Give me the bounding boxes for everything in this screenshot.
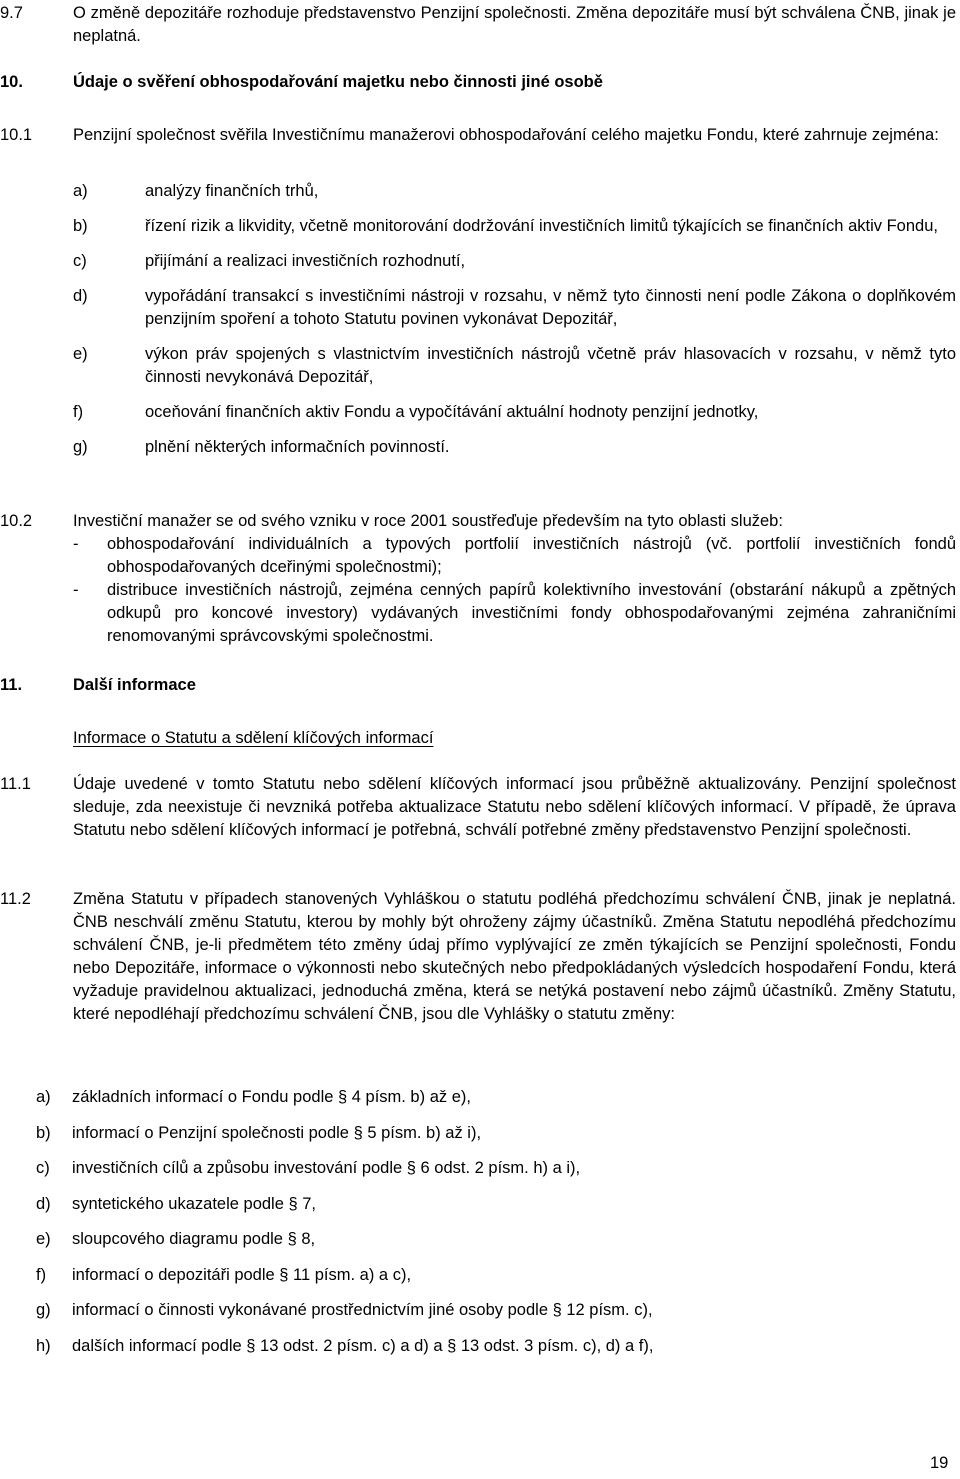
paragraph: Penzijní společnost svěřila Investičnímu manažerovi obhospodařování celého majetku Fondu, které zahrnuje zejména: <box>73 126 939 144</box>
paragraph: Změna Statutu v případech stanovených Vyhláškou o statutu podléhá předchozímu schválení ČNB, jinak je neplatná. ČNB neschválí změnu Statutu, kterou by mohly být ohroženy zájmy účastníků. Změna Statutu nepodléhá předchozímu schválení ČNB, je-li předmětem této změny údaj přímo vyplývající ze změn týkajících se Penzijní společnosti, Fondu nebo Depozitáře, informace o výkonnosti nebo skutečných nebo předpokládaných výsledcích hospodaření Fondu, která vyžaduje pravidelnou aktualizaci, jednoduchá změna, která se netýká postavení nebo zájmů účastníků. Změny Statutu, které nepodléhají předchozímu schválení ČNB, jsou dle Vyhlášky o statutu změny: <box>73 890 956 1023</box>
section-number: 9.7 <box>0 4 23 22</box>
section-title: Další informace <box>73 676 196 694</box>
list-item: b) řízení rizik a likvidity, včetně monitorování dodržování investičních limitů týkajících se finančních aktiv Fondu, <box>73 217 938 235</box>
section-10-heading <box>0 71 956 94</box>
list-item: e) výkon práv spojených s vlastnictvím investičních nástrojů včetně práv hlasovacích v rozsahu, v němž tyto činnosti nevykonává Depozitář, <box>73 345 956 386</box>
section-10-2 <box>0 510 956 648</box>
list-item: c) investičních cílů a způsobu investování podle § 6 odst. 2 písm. h) a i), <box>36 1159 581 1177</box>
list-item: a) základních informací o Fondu podle § 4 písm. b) až e), <box>36 1088 471 1106</box>
section-number: 11.2 <box>0 890 31 908</box>
list-item: a) analýzy finančních trhů, <box>73 182 319 200</box>
list-item: h) dalších informací podle § 13 odst. 2 písm. c) a d) a § 13 odst. 3 písm. c), d) a f), <box>36 1336 654 1355</box>
section-11-subheading <box>0 727 956 750</box>
paragraph: Investiční manažer se od svého vzniku v roce 2001 soustřeďuje především na tyto oblasti služeb: <box>73 512 783 530</box>
list-item: d) syntetického ukazatele podle § 7, <box>36 1194 316 1213</box>
paragraph: O změně depozitáře rozhoduje představenstvo Penzijní společnosti. Změna depozitáře musí být schválena ČNB, jinak je neplatná. <box>73 4 956 45</box>
section-9-7 <box>0 2 956 48</box>
section-number: 10.1 <box>0 126 33 144</box>
bullet-item: - distribuce investičních nástrojů, zejména cenných papírů kolektivního investování (obstarání nákupů a zpětných odkupů pro koncové investory) vydávaných investičními fondy obhospodařovanými zejména zahraničními renomovanými správcovskými společnostmi. <box>73 581 956 645</box>
paragraph: Údaje uvedené v tomto Statutu nebo sdělení klíčových informací jsou průběžně aktualizovány. Penzijní společnost sleduje, zda neexistuje či nevzniká potřeba aktualizace Statutu nebo sdělení klíčových informací. V případě, že úprava Statutu nebo sdělení klíčových informací je potřebná, schválí potřebné změny představenstvo Penzijní společnosti. <box>73 775 956 839</box>
section-title: Údaje o svěření obhospodařování majetku nebo činnosti jiné osobě <box>73 73 603 91</box>
list-item: b) informací o Penzijní společnosti podle § 5 písm. b) až i), <box>36 1123 482 1142</box>
section-number: 11. <box>0 676 23 694</box>
list-item: c) přijímání a realizaci investičních rozhodnutí, <box>73 252 466 270</box>
section-11-2 <box>0 888 956 1026</box>
section-11-heading <box>0 674 956 697</box>
list-item: f) informací o depozitáři podle § 11 písm. a) a c), <box>36 1265 412 1284</box>
section-number: 10.2 <box>0 512 33 530</box>
bullet-list <box>73 533 956 648</box>
list-item: d) vypořádání transakcí s investičními nástroji v rozsahu, v němž tyto činnosti není podle Zákona o doplňkovém penzijním spoření a tohoto Statutu povinen vykonávat Depozitář, <box>73 287 956 328</box>
list-11-2 <box>0 1086 800 1370</box>
page-number: 19 <box>930 1454 949 1472</box>
list-10-1 <box>73 180 956 471</box>
bullet-item: - obhospodařování individuálních a typových portfolií investičních nástrojů (vč. portfolií investičních fondů obhospodařovaných dceřinými společnostmi); <box>73 535 956 576</box>
section-number: 10. <box>0 73 23 91</box>
list-item: f) oceňování finančních aktiv Fondu a vypočítávání aktuální hodnoty penzijní jednotky, <box>73 403 759 421</box>
subsection-title: Informace o Statutu a sdělení klíčových informací <box>73 729 434 747</box>
section-number: 11.1 <box>0 775 31 793</box>
section-10-1 <box>0 124 956 147</box>
section-11-1 <box>0 773 956 842</box>
list-item: g) informací o činnosti vykonávané prostřednictvím jiné osoby podle § 12 písm. c), <box>36 1301 653 1319</box>
list-item: e) sloupcového diagramu podle § 8, <box>36 1230 316 1248</box>
list-item: g) plnění některých informačních povinností. <box>73 438 450 456</box>
